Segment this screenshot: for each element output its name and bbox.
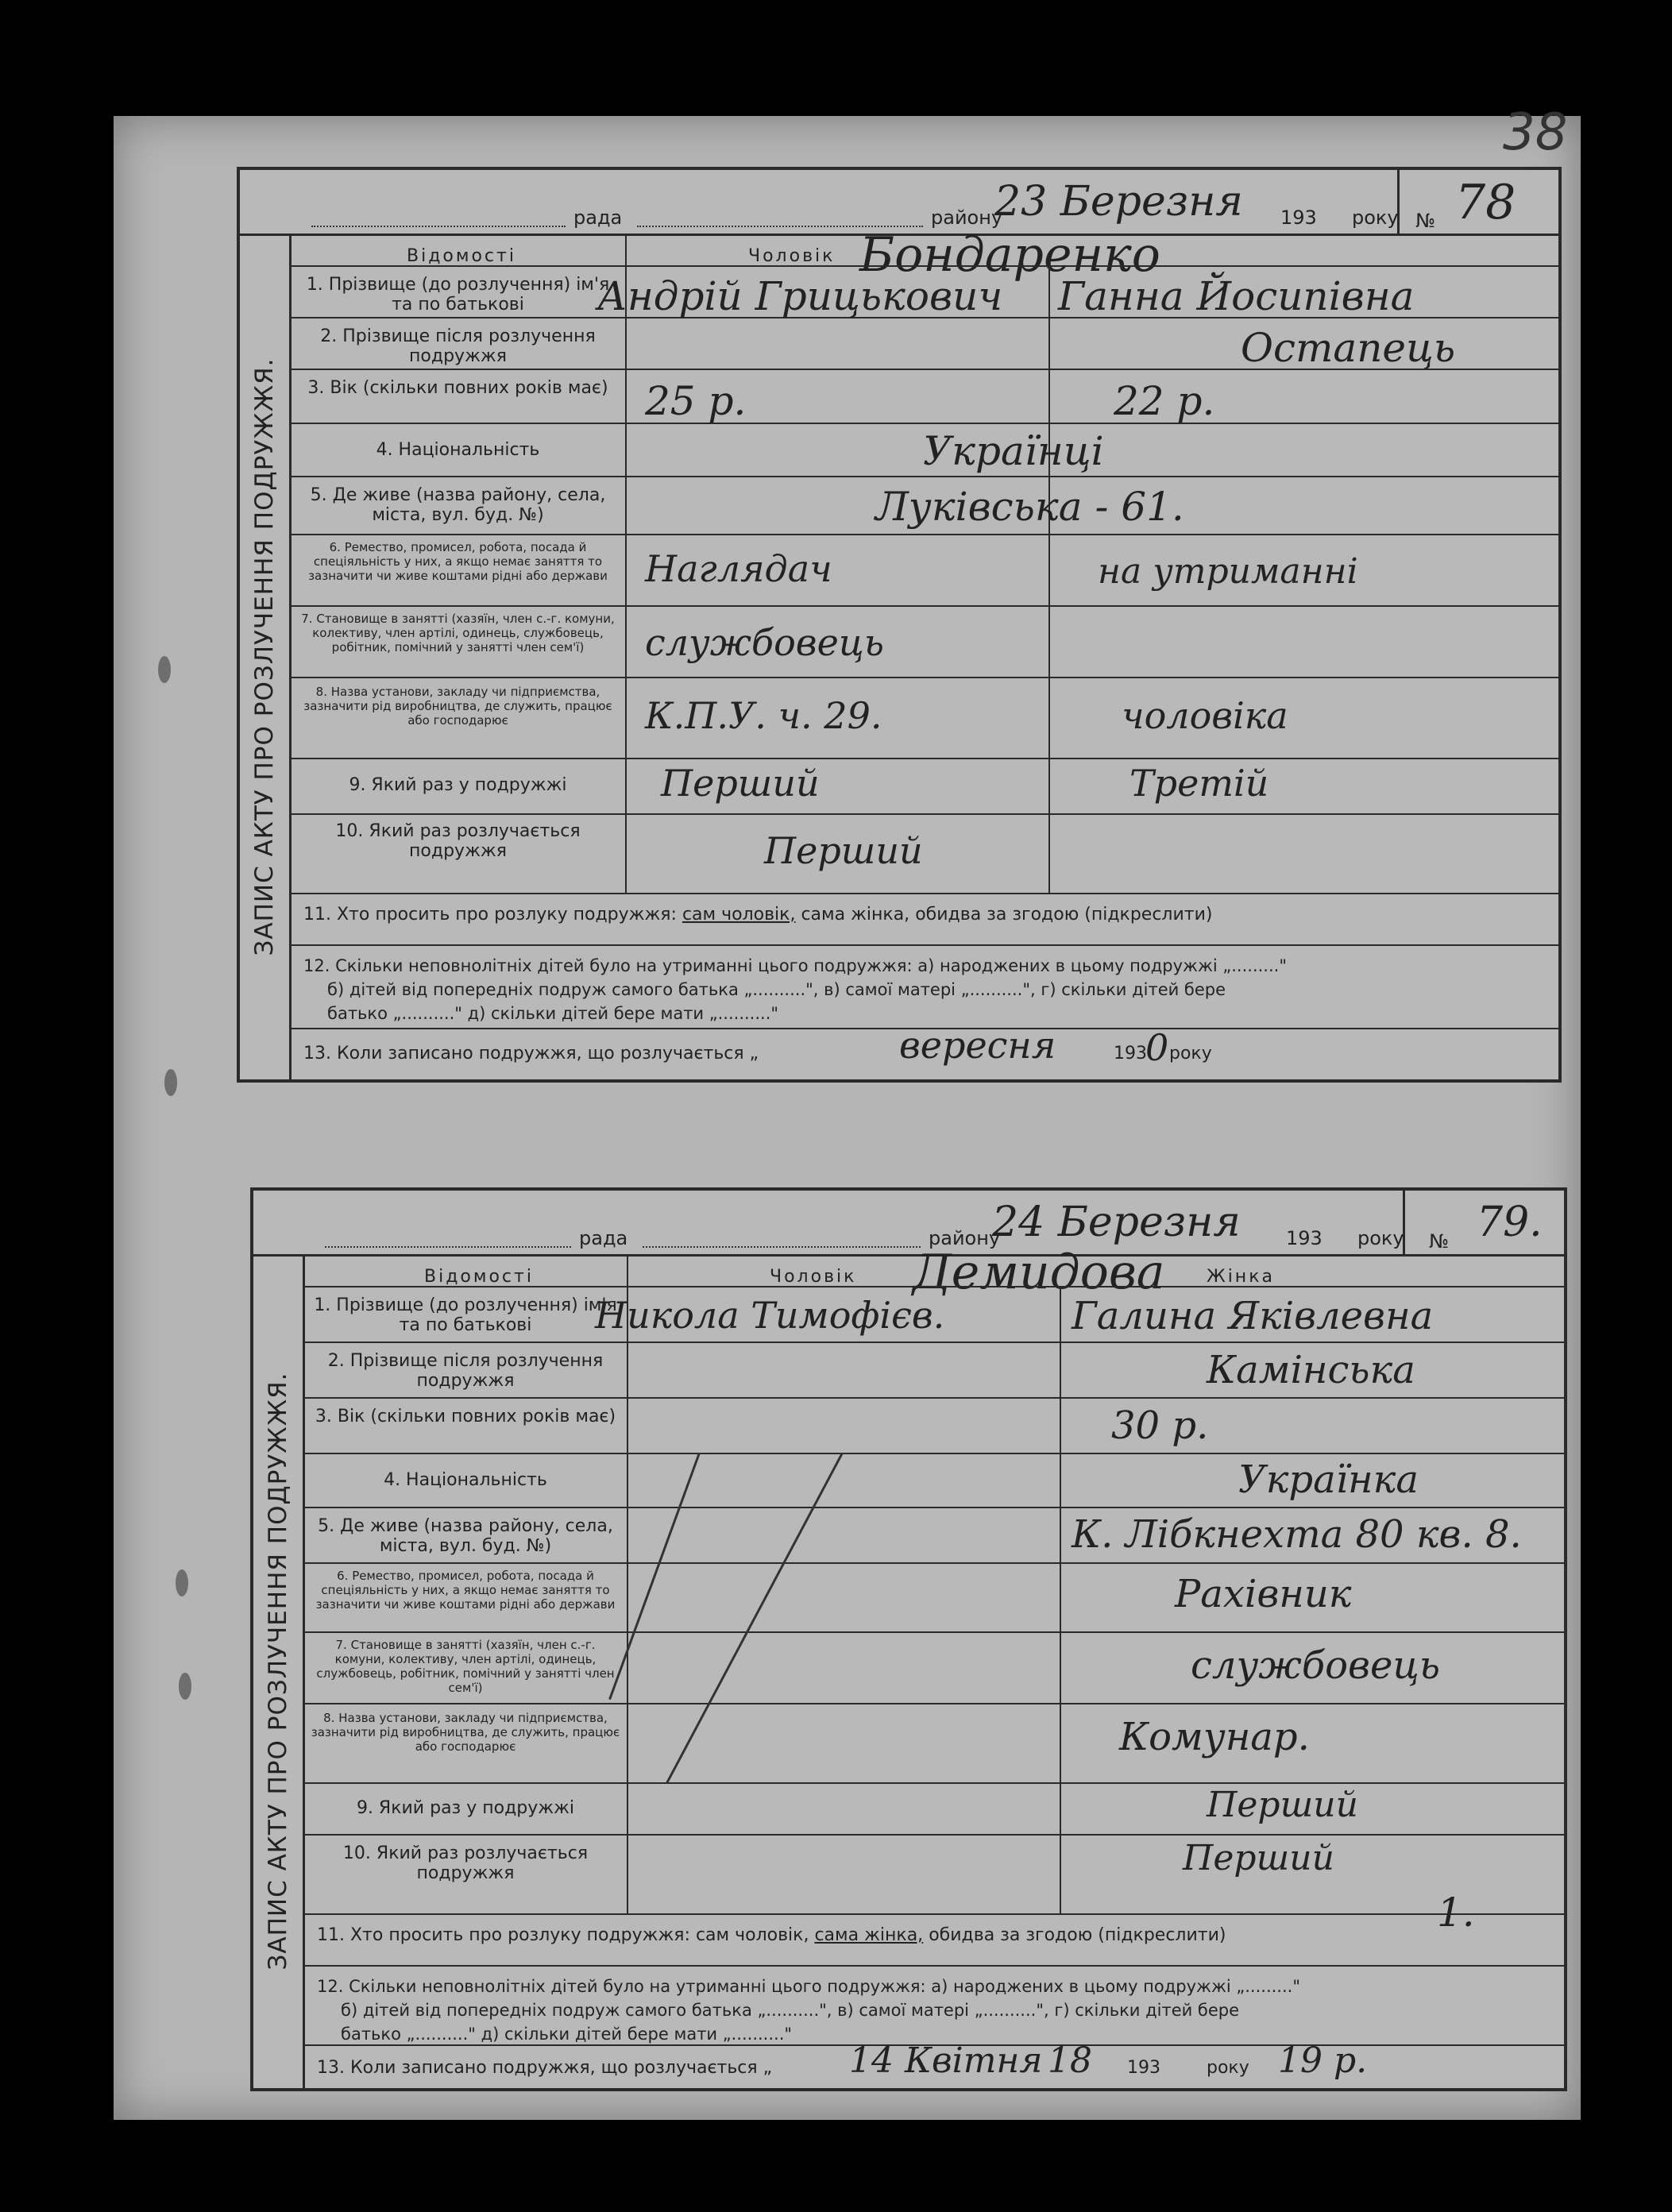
strike-line bbox=[666, 1453, 843, 1783]
header-rayonu: району bbox=[931, 207, 1003, 229]
husband-marriage-count: Перший bbox=[661, 762, 820, 805]
column-info: Відомості bbox=[407, 246, 516, 266]
record-78: ЗАПИС АКТУ ПРО РОЗЛУЧЕННЯ ПОДРУЖЖЯ. рада району 23 Березня 193 року № 78 Відомості Чоловік Бондаренко 1. Прізвище (до розлучення) ім'я та по батькові 2. Прізвище після розлучення подружжя 3. Вік (скільки повних років має) 4. Національність 5. Де живе (назва району, села, міста, вул. буд. №) 6. Ремество, промисел, робота, посада й спеціяльність у них, а якщо немає заняття то зазначити чи живе коштами рідні або держави 7. Становище в занятті (хазяїн, член с.-г. комуни, колективу, член артілі, одинець, службовець, робітник, помічний у занятті член сем'ї) 8. Назва установи, закладу чи підприємства, зазначити рід виробництва, де служить, працює або господарює 9. Який раз у подружжі 10. Який раз розлучається подружжя Андрій Грицькович Ганна Йосипівна Остапець 25 р. 22 р. Українці Луківська - 61. Наглядач на утриманні службовець К.П.У. ч. 29. чоловіка Перший Третій Перший 11. Хто просить про розлуку подружжя: сам чоловік, сама жінка, обидва за згодою (підкреслити) 12. Скільки неповнолітніх дітей було на утриманні цього подружжя: а) народжених в цьому подружжі „........." б) дітей від попередніх подруж самого батька „..........", в) самої матері „..........", г) скільки дітей бере батько „.........." д) скільки дітей бере мати „.........." 13. Коли записано подружжя, що розлучається „ вересня 193 0 року bbox=[237, 167, 1562, 1083]
wife-position: службовець bbox=[1191, 1643, 1441, 1688]
wife-marriage-count: Третій bbox=[1129, 762, 1269, 805]
row11: 11. Хто просить про розлуку подружжя: сам чоловік, сама жінка, обидва за згодою (підкреслити) bbox=[303, 905, 1213, 925]
wife-workplace: чоловіка bbox=[1122, 694, 1288, 737]
wife-occupation: на утриманні bbox=[1098, 551, 1358, 592]
wife-marriage-count: Перший bbox=[1207, 1785, 1358, 1825]
record-side-title: ЗАПИС АКТУ ПРО РОЗЛУЧЕННЯ ПОДРУЖЖЯ. bbox=[240, 234, 292, 1079]
wife-new-surname: Остапець bbox=[1241, 325, 1456, 371]
marriage-date: вересня bbox=[899, 1024, 1056, 1067]
header-rada: рада bbox=[573, 207, 623, 229]
punch-hole bbox=[179, 1673, 191, 1700]
number-sign: № bbox=[1429, 1230, 1449, 1253]
wife-divorce-count: Перший bbox=[1183, 1838, 1334, 1878]
nationality: Українці bbox=[923, 428, 1104, 474]
number-sign: № bbox=[1415, 210, 1435, 232]
header-date: 23 Березня bbox=[994, 178, 1243, 226]
husband-name: Никола Тимофієв. bbox=[595, 1294, 945, 1337]
wife-name: Галина Яківлевна bbox=[1072, 1294, 1434, 1338]
strike-line bbox=[608, 1453, 701, 1700]
page-number: 38 bbox=[1503, 103, 1568, 162]
punch-hole bbox=[164, 1069, 177, 1096]
row11-mark: 1. bbox=[1437, 1890, 1475, 1936]
wife-new-surname: Камінська bbox=[1207, 1348, 1415, 1392]
husband-position: службовець bbox=[645, 621, 884, 664]
punch-hole bbox=[176, 1569, 188, 1596]
husband-occupation: Наглядач bbox=[645, 547, 832, 590]
husband-workplace: К.П.У. ч. 29. bbox=[645, 694, 882, 737]
divorce-count: Перший bbox=[764, 829, 923, 872]
column-husband: Чоловік bbox=[748, 246, 836, 266]
surname: Бондаренко bbox=[859, 227, 1160, 283]
wife-address: К. Лібкнехта 80 кв. 8. bbox=[1072, 1512, 1522, 1557]
punch-hole bbox=[158, 656, 171, 683]
wife-age: 22 р. bbox=[1114, 378, 1215, 424]
wife-occupation: Рахівник bbox=[1175, 1572, 1352, 1616]
wife-name: Ганна Йосипівна bbox=[1058, 273, 1415, 319]
record-number: 79. bbox=[1477, 1199, 1543, 1246]
wife-age: 30 р. bbox=[1111, 1403, 1209, 1448]
address: Луківська - 61. bbox=[875, 484, 1184, 530]
record-side-title: ЗАПИС АКТУ ПРО РОЗЛУЧЕННЯ ПОДРУЖЖЯ. bbox=[253, 1254, 305, 2088]
wife-workplace: Комунар. bbox=[1119, 1715, 1310, 1759]
husband-age: 25 р. bbox=[645, 378, 747, 424]
row13: 13. Коли записано подружжя, що розлучається „ bbox=[317, 2058, 773, 2078]
marriage-date: 14 Квітня bbox=[849, 2040, 1043, 2081]
row13: 13. Коли записано подружжя, що розлучається „ bbox=[303, 1044, 759, 1064]
record-number: 78 bbox=[1455, 175, 1516, 230]
record-79: ЗАПИС АКТУ ПРО РОЗЛУЧЕННЯ ПОДРУЖЖЯ. рада району 24 Березня 193 року № 79. Відомості Чоловік Жінка Демидова 1. Прізвище (до розлучення) ім'я та по батькові 2. Прізвище після розлучення подружжя 3. Вік (скільки повних років має) 4. Національність 5. Де живе (назва району, села, міста, вул. буд. №) 6. Ремество, промисел, робота, посада й спеціяльність у них, а якщо немає заняття то зазначити чи живе коштами рідні або держави 7. Становище в занятті (хазяїн, член с.-г. комуни, колективу, член артілі, одинець, службовець, робітник, помічний у занятті член сем'ї) 8. Назва установи, закладу чи підприємства, зазначити рід виробництва, де служить, працює або господарює 9. Який раз у подружжі 10. Який раз розлучається подружжя Никола Тимофієв. Галина Яківлевна Камінська 30 р. Українка К. Лібкнехта 80 кв. 8. Рахівник службовець Комунар. Перший Перший 11. Хто просить про розлуку подружжя: сам чоловік, сама жінка, обидва за згодою (підкреслити) 1. 12. Скільки неповнолітніх дітей було на утриманні цього подружжя: а) народжених в цьому подружжі „........." б) дітей від попередніх подруж самого батька „..........", в) самої матері „..........", г) скільки дітей бере батько „.........." д) скільки дітей бере мати „.........." 13. Коли записано подружжя, що розлучається „ 14 Квітня 193 18 року 19 р. bbox=[250, 1187, 1567, 2091]
wife-nationality: Українка bbox=[1238, 1457, 1419, 1502]
husband-name: Андрій Грицькович bbox=[597, 273, 1003, 319]
header-date: 24 Березня bbox=[992, 1199, 1241, 1246]
row11: 11. Хто просить про розлуку подружжя: сам чоловік, сама жінка, обидва за згодою (підкреслити) bbox=[317, 1925, 1226, 1945]
surname: Демидова bbox=[913, 1245, 1165, 1300]
